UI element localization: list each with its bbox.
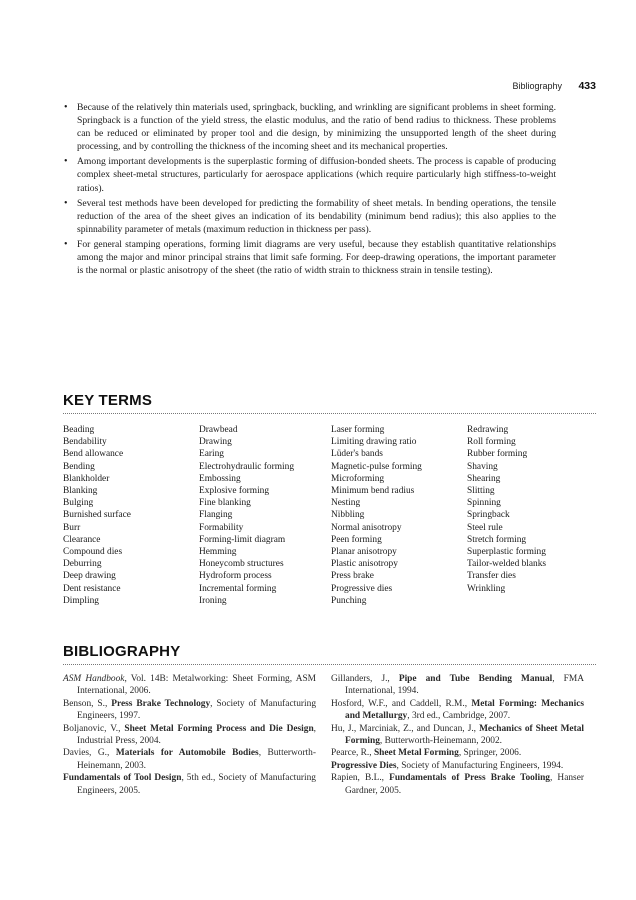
bibliography-column [331,673,584,797]
entry-title: Metal Forming: Mechanics and Metallurgy [345,698,584,722]
page-header [0,80,636,96]
key-term: Tailor-welded blanks [467,559,547,570]
entry-publisher: , Butterworth-Heinemann, 2002. [379,736,503,747]
key-term: Rubber forming [467,449,528,460]
entry-publisher: , Hanser Gardner, 2005. [345,773,584,796]
bibliography-entry [63,673,316,698]
running-header-section: Bibliography [512,81,562,91]
summary-bullet [63,238,556,277]
key-term: Magnetic-pulse forming [331,461,422,472]
key-terms-column [199,424,294,607]
key-term: Formability [199,522,244,533]
bullet-text: Several test methods have been developed for predicting the formability of sheet metals. In bending operations, the tensile reduction of the area of the sheet gives an indication of its bendability (minimum bend radius); this also applies to the spinnability parameter of metals (maximum reduction in thickness per pass). [77,197,556,235]
summary-bullet [63,197,556,236]
bullet-text: For general stamping operations, forming limit diagrams are very useful, because they establish quantitative relationships among the major and minor principal strains that limit safe forming. For deep-drawing operations, the important parameter is the normal or plastic anisotropy of the sheet (the ratio of width strain to thickness strain in tensile testing). [77,238,556,277]
key-term: Planar anisotropy [331,547,397,558]
bibliography-entry [331,760,584,772]
page-number: 433 [578,80,596,92]
entry-publisher: , Society of Manufacturing Engineers, 1994. [396,760,564,771]
key-term: Peen forming [331,534,382,545]
key-term: Slitting [467,486,495,497]
bullet-icon: • [64,102,68,113]
entry-title: Materials for Automobile Bodies [115,748,259,759]
bibliography-entry [331,747,584,759]
bibliography-entry [331,772,584,797]
entry-authors: Rapien, B.L., [331,773,390,784]
key-term: Deburring [63,559,102,570]
summary-bullet [63,155,556,194]
entry-title: Press Brake Technology [111,698,211,709]
key-term: Hemming [199,547,237,558]
entry-title: Progressive Dies [331,760,397,771]
entry-authors: Pearce, R., [331,748,374,759]
bibliography-entry [63,698,316,723]
key-term: Earing [199,449,224,460]
key-term: Dent resistance [63,583,121,594]
key-term: Laser forming [331,425,385,435]
summary-bullet-list [63,101,556,279]
key-term: Ironing [199,595,227,606]
key-term: Explosive forming [199,486,270,497]
key-term: Hydroform process [199,571,272,582]
entry-title: Fundamentals of Press Brake Tooling [389,773,550,784]
key-term: Progressive dies [331,583,393,594]
entry-publisher: , 5th ed., Society of Manufacturing Engineers, 2005. [77,773,316,796]
key-term: Wrinkling [467,583,506,594]
key-term: Dimpling [63,595,99,606]
key-term: Plastic anisotropy [331,559,398,570]
bullet-icon: • [64,197,68,209]
key-term: Microforming [331,473,385,484]
key-term: Normal anisotropy [331,522,402,533]
key-term: Steel rule [467,522,503,533]
key-term: Honeycomb structures [199,559,284,570]
bullet-icon: • [64,156,68,168]
key-term: Springback [467,510,510,521]
key-term: Nesting [331,498,361,509]
entry-title: Fundamentals of Tool Design [63,773,182,784]
key-term: Bulging [63,498,94,509]
bibliography-entry [63,747,316,772]
bibliography-entry [331,673,584,698]
entry-publisher: , Butterworth-Heinemann, 2003. [77,748,316,771]
entry-authors: Davies, G., [63,748,116,759]
key-term: Bend allowance [63,449,124,460]
key-term: Bendability [63,437,107,448]
key-terms-column [467,424,546,595]
key-terms-column [331,424,422,607]
bibliography-column [63,673,316,797]
key-term: Drawbead [199,425,238,435]
key-term: Drawing [199,437,232,448]
entry-publisher: , Industrial Press, 2004. [77,723,317,747]
section-divider [63,664,596,665]
entry-publisher: , Springer, 2006. [458,748,522,759]
key-term: Limiting drawing ratio [331,437,417,448]
key-term: Superplastic forming [467,547,546,558]
key-term: Roll forming [467,437,516,448]
bibliography-entry [63,772,316,797]
key-term: Shearing [467,473,501,484]
key-term: Forming-limit diagram [199,534,286,545]
key-term: Press brake [331,571,374,582]
entry-title: Sheet Metal Forming Process and Die Design [124,723,314,734]
bibliography-heading [63,643,596,660]
bullet-text: Among important developments is the superplastic forming of diffusion-bonded sheets. The process is capable of producing complex sheet-metal structures, particularly for aerospace applications (which require particularly high stiffness-to-weight ratios). [77,156,556,194]
entry-title: ASM Handbook [63,674,125,684]
bibliography-entry [331,723,584,748]
key-term: Spinning [467,498,501,509]
key-term: Embossing [199,473,241,484]
key-term: Incremental forming [199,583,277,594]
entry-authors: Gillanders, J., [331,674,399,684]
key-term: Blanking [63,486,98,497]
key-terms-title: KEY TERMS [63,392,153,409]
bullet-text: Because of the relatively thin materials used, springback, buckling, and wrinkling are significant problems in sheet forming. Springback is a function of the yield stress, the elastic modulus, and the ratio of bend radius to thickness. These problems can be reduced or eliminated by proper tool and die design, by minimizing the unsupported length of the sheet during processing, and by controlling the thickness of the incoming sheet and its mechanical properties. [77,102,556,153]
key-term: Clearance [63,534,101,545]
section-divider [63,413,596,414]
entry-authors: Hosford, W.F., and Caddell, R.M., [331,698,472,709]
summary-bullet [63,101,556,153]
key-terms-heading [63,392,596,409]
key-term: Shaving [467,461,498,472]
key-term: Transfer dies [467,571,516,582]
key-term: Compound dies [63,547,123,558]
key-term: Beading [63,425,95,435]
entry-authors: Benson, S., [63,698,112,709]
bibliography-title: BIBLIOGRAPHY [63,643,181,660]
key-term: Electrohydraulic forming [199,461,295,472]
key-terms-column [63,424,131,607]
key-term: Fine blanking [199,498,251,509]
key-term: Blankholder [63,473,110,484]
key-term: Punching [331,595,367,606]
key-term: Redrawing [467,425,509,435]
bibliography-entry [331,698,584,723]
key-term: Lüder's bands [331,449,383,460]
entry-title: Sheet Metal Forming [373,748,459,759]
entry-publisher: , Society of Manufacturing Engineers, 1997. [77,698,317,722]
entry-authors: Boljanovic, V., [63,723,125,734]
entry-title: Mechanics of Sheet Metal Forming [345,723,585,747]
entry-title: Pipe and Tube Bending Manual [398,674,553,684]
key-term: Stretch forming [467,534,527,545]
key-term: Burnished surface [63,510,131,521]
key-term: Burr [63,522,81,533]
key-term: Nibbling [331,510,365,521]
key-term: Minimum bend radius [331,486,415,497]
bibliography-entry [63,723,316,748]
entry-publisher: , Vol. 14B: Metalworking: Sheet Forming, ASM International, 2006. [77,674,317,697]
bullet-icon: • [64,238,68,250]
entry-publisher: , 3rd ed., Cambridge, 2007. [407,711,511,722]
key-term: Bending [63,461,95,472]
entry-publisher: , FMA International, 1994. [345,674,584,697]
key-term: Flanging [199,510,233,521]
key-term: Deep drawing [63,571,116,582]
entry-authors: Hu, J., Marciniak, Z., and Duncan, J., [331,723,480,734]
